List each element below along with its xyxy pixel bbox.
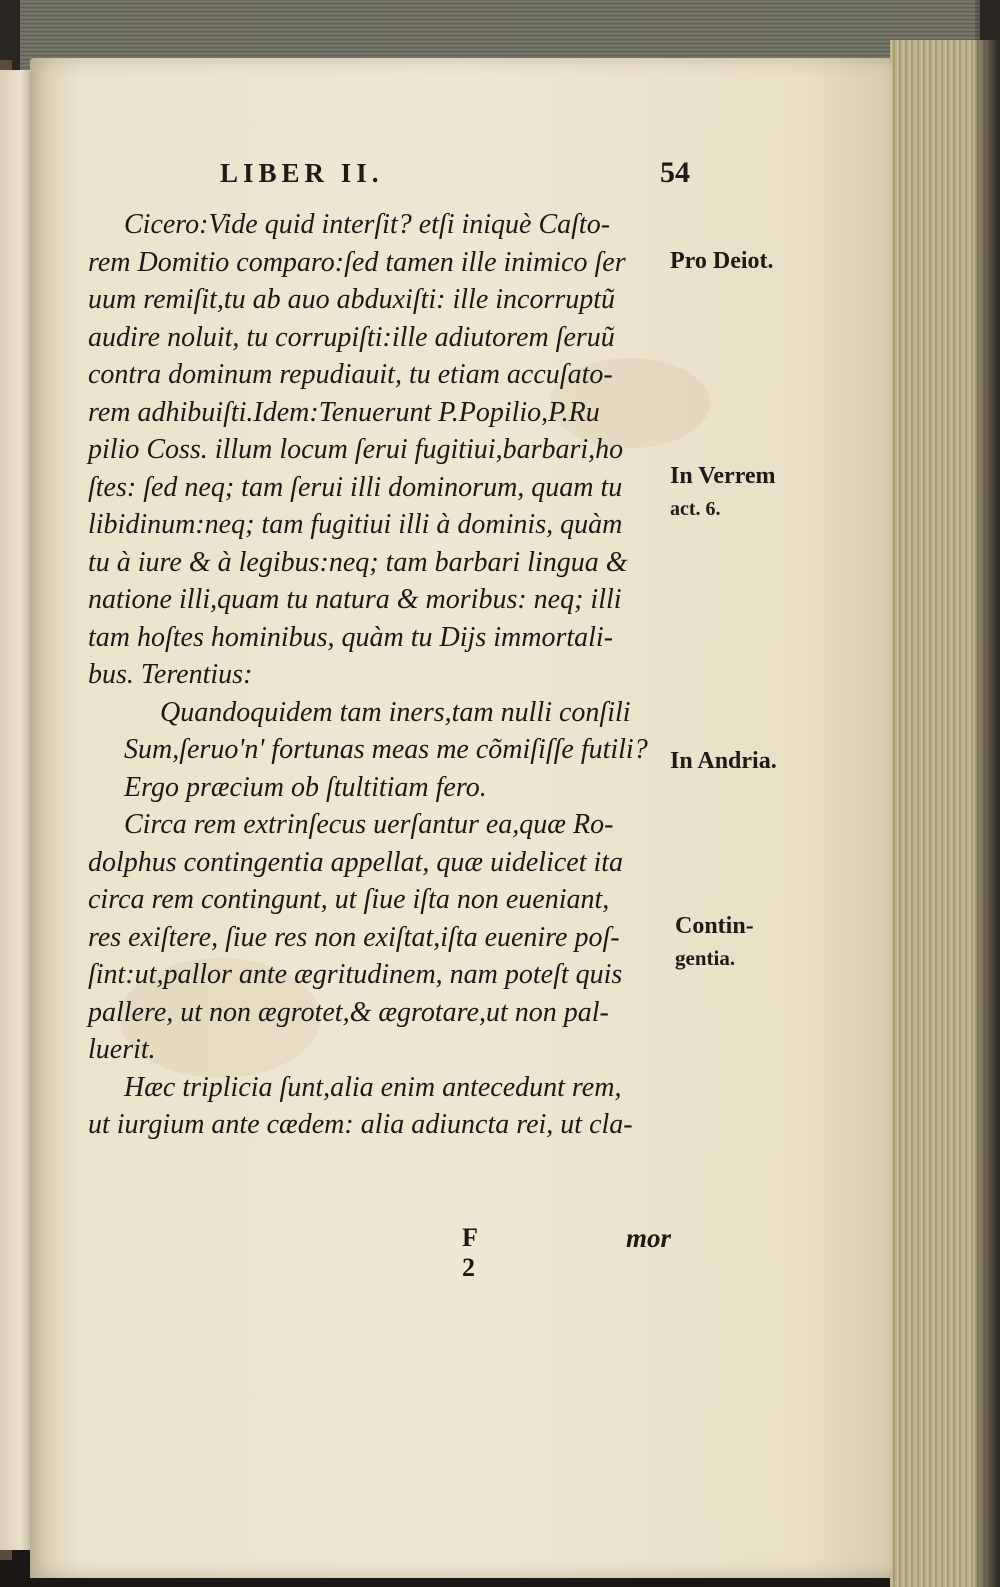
text-line: dolphus contingentia appellat, quæ uidelicet ita <box>88 846 624 878</box>
text-line: pallere, ut non ægrotet,& ægrotare,ut non pal- <box>88 996 609 1028</box>
text-line: res exiſtere, ſiue res non exiſtat,iſta euenire poſ- <box>88 921 620 953</box>
text-line: Circa rem extrinſecus uerſantur ea,quæ Ro- <box>124 809 614 840</box>
text-line: rem Domitio comparo:ſed tamen ille inimico ſer <box>88 246 626 278</box>
text-line: tam hoſtes hominibus, quàm tu Dijs immortali- <box>88 621 614 653</box>
text-line: libidinum:neq; tam fugitiui illi à dominis, quàm <box>88 509 623 540</box>
text-line: Cicero:Vide quid interſit? etſi iniquè Caſto- <box>124 209 611 240</box>
book-page <box>30 58 892 1578</box>
text-line: audire noluit, tu corrupiſti:ille adiutorem ſeruũ <box>88 321 615 353</box>
text-line: rem adhibuiſti.Idem:Tenuerunt P.Popilio,P.Ru <box>88 396 600 428</box>
text-line: tu à iure & à legibus:neq; tam barbari lingua & <box>88 546 628 578</box>
text-line: Ergo præcium ob ſtultitiam fero. <box>124 771 487 803</box>
text-line: luerit. <box>88 1034 156 1065</box>
text-line: bus. Terentius: <box>88 659 253 690</box>
margin-note: Pro Deiot. <box>670 248 774 274</box>
margin-note: In Andria. <box>670 748 777 774</box>
text-line: circa rem contingunt, ut ſiue iſta non eueniant, <box>88 884 610 915</box>
text-line: Sum,ſeruo'n' fortunas meas me cõmiſiſſe futili? <box>124 734 648 765</box>
page-header <box>180 158 690 198</box>
signature-mark: F 2 <box>462 1223 477 1282</box>
margin-note: Contin- <box>675 913 754 939</box>
text-line: contra dominum repudiauit, tu etiam accuſato- <box>88 359 613 390</box>
text-line: Quandoquidem tam iners,tam nulli conſili <box>160 696 631 728</box>
catchword: mor <box>626 1223 672 1253</box>
page-number: 54 <box>660 156 690 189</box>
text-line: ſtes: ſed neq; tam ſerui illi dominorum, quam tu <box>88 471 623 503</box>
margin-note: gentia. <box>675 946 736 970</box>
body-text <box>88 206 688 1144</box>
left-page-edge <box>0 70 34 1550</box>
fore-edge-shadow <box>975 0 1000 1587</box>
running-head: LIBER II. <box>220 158 384 188</box>
margin-note: In Verrem <box>670 463 776 489</box>
text-line: ut iurgium ante cædem: alia adiuncta rei, ut cla- <box>88 1109 633 1140</box>
text-line: Hæc triplicia ſunt,alia enim antecedunt rem, <box>124 1071 622 1103</box>
text-line: uum remiſit,tu ab auo abduxiſti: ille incorruptũ <box>88 284 616 315</box>
text-line: natione illi,quam tu natura & moribus: neq; illi <box>88 584 622 615</box>
margin-note: act. 6. <box>670 498 721 520</box>
text-line: pilio Coss. illum locum ſerui fugitiui,barbari,ho <box>88 434 624 465</box>
text-line: ſint:ut,pallor ante ægritudinem, nam poteſt quis <box>88 959 623 990</box>
